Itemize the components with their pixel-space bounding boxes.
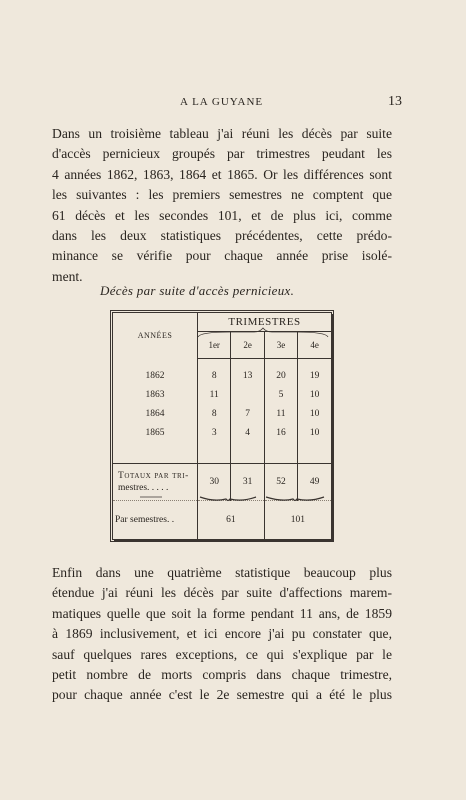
quarters-group-header: TRIMESTRES [228, 316, 301, 328]
text-line: pour chaque année c'est le 2e semestre qui a été le plus [52, 687, 392, 703]
table-cell [231, 386, 263, 405]
text-line: dans les deux statistiques précédentes, cette prédo- [52, 228, 392, 244]
text-line: d'accès pernicieux groupés par trimestres peudant les [52, 146, 392, 162]
table-cell: 19 [309, 371, 320, 381]
quarter-header: 2e [231, 332, 264, 359]
table-cell: 5 [278, 390, 284, 400]
text-line: ment. [52, 268, 83, 284]
table-cell: 4 [245, 428, 250, 438]
table-cell: 11 [276, 409, 286, 419]
year-label: 1864 [145, 408, 165, 419]
total-cell: 52 [264, 464, 297, 501]
table-cell: 10 [309, 428, 320, 438]
deaths-table [112, 312, 332, 540]
paragraph-1 [52, 124, 392, 287]
totals-label-line: Totaux par tri- [118, 471, 189, 481]
running-title: A LA GUYANE [180, 96, 264, 108]
total-cell: 30 [198, 464, 231, 501]
text-line: 4 années 1862, 1863, 1864 et 1865. Or les différences sont [52, 166, 392, 182]
quarter-header: 3e [264, 332, 297, 359]
years-cell [113, 359, 198, 464]
totals-label [113, 464, 198, 501]
year-label: 1862 [145, 370, 165, 381]
table-cell: 16 [276, 428, 286, 438]
semesters-label: Par semestres. . [113, 501, 198, 540]
quarter-4-values [298, 359, 331, 464]
table-cell: 8 [211, 371, 217, 381]
text-line: 61 décès et les secondes 101, et de plus ici, comme [52, 207, 392, 223]
text-line: les suivantes : les premiers semestres ne comptent que [52, 187, 392, 203]
table-cell: 7 [245, 409, 250, 419]
text-line: minance se vérifie pour chaque année prise isolé- [52, 248, 392, 264]
table-cell: 20 [276, 371, 286, 381]
table-cell: 11 [209, 390, 219, 400]
page-number: 13 [388, 94, 402, 109]
table-cell: 13 [242, 371, 253, 381]
table-cell: 8 [211, 409, 217, 419]
totals-label-line: mestres. . . . . [118, 483, 169, 493]
text-line: petit nombre de morts compris dans chaque trimestre, [52, 667, 392, 683]
table-caption: Décès par suite d'accès pernicieux. [100, 283, 295, 298]
paragraph-2 [52, 563, 392, 706]
text-line: à 1869 inclusivement, et ici encore j'ai pu constater que, [52, 626, 392, 642]
quarter-2-values [231, 359, 264, 464]
text-line: Enfin dans une quatrième statistique beaucoup plus [52, 565, 392, 580]
text-line: sauf quelques rares exceptions, ce qui s'explique par le [52, 646, 392, 662]
quarter-3-values [264, 359, 297, 464]
text-line: Dans un troisième tableau j'ai réuni les décès par suite [52, 126, 392, 141]
semester-cell: 101 [264, 501, 331, 540]
table-cell: 10 [309, 390, 320, 400]
table-cell: 3 [211, 428, 217, 438]
year-label: 1865 [145, 427, 165, 438]
quarter-header: 4e [298, 332, 331, 359]
total-cell: 49 [298, 464, 331, 501]
text-line: étendue j'ai réuni les décès par suite d'affections marem- [52, 585, 392, 601]
table-cell: 10 [309, 409, 320, 419]
quarter-header: 1er [198, 332, 231, 359]
year-label: 1863 [145, 389, 165, 400]
years-column-header: ANNÉES [113, 313, 198, 359]
semester-cell: 61 [198, 501, 265, 540]
total-cell: 31 [231, 464, 264, 501]
quarter-1-values [198, 359, 231, 464]
text-line: matiques quelle que soit la forme pendant 11 ans, de 1859 [52, 605, 392, 621]
